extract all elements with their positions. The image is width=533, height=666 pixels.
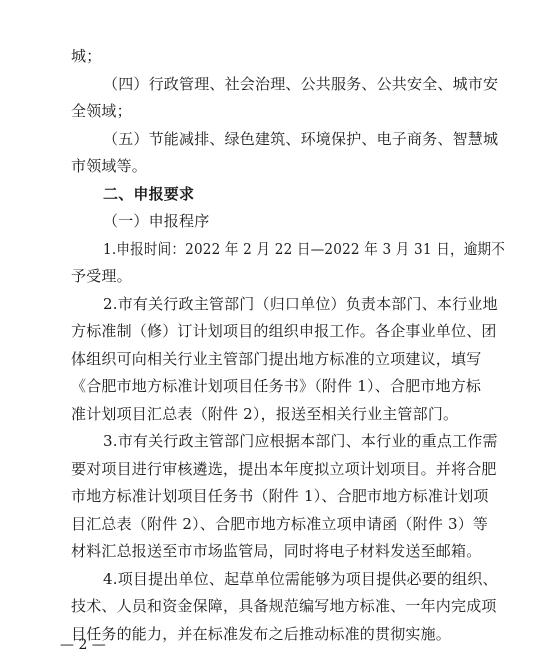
text-line: 目任务的能力，并在标准发布之后推动标准的贯彻实施。 (71, 624, 452, 643)
text-line: 城； (71, 47, 102, 65)
text-line: 1.申报时间：2022 年 2 月 22 日—2022 年 3 月 31 日，逾期不 (103, 239, 506, 258)
text-line: 目汇总表（附件 2）、合肥市地方标准立项申请函（附件 3）等 (71, 514, 489, 533)
text-line: 市地方标准计划项目任务书（附件 1）、合肥市地方标准计划项 (71, 487, 489, 505)
text-line: 4.项目提出单位、起草单位需能够为项目提供必要的组织、 (103, 569, 498, 588)
text-line: 予受理。 (71, 267, 132, 285)
text-line: 《合肥市地方标准计划项目任务书》（附件 1）、合肥市地方标 (71, 377, 482, 395)
text-line: 材料汇总报送至市市场监管局，同时将电子材料发送至邮箱。 (71, 542, 482, 560)
page-number: — 2 — (60, 637, 106, 653)
text-line: 市领域等。 (71, 157, 148, 175)
text-line: 全领域； (71, 102, 132, 120)
text-line: 2.市有关行政主管部门（归口单位）负责本部门、本行业地 (103, 294, 498, 313)
text-line: 体组织可向相关行业主管部门提出地方标准的立项建议，填写 (71, 349, 482, 368)
text-line: 准计划项目汇总表（附件 2），报送至相关行业主管部门。 (71, 404, 459, 423)
text-line: 要对项目进行审核遴选，提出本年度拟立项计划项目。并将合肥 (71, 459, 497, 478)
subsection-heading: （一）申报程序 (103, 212, 210, 230)
text-line: 技术、人员和资金保障，具备规范编写地方标准、一年内完成项 (71, 597, 497, 615)
text-line: （五）节能减排、绿色建筑、环境保护、电子商务、智慧城 (103, 129, 499, 148)
text-line: 方标准制（修）订计划项目的组织申报工作。各企事业单位、团 (71, 322, 497, 340)
text-line: （四）行政管理、社会治理、公共服务、公共安全、城市安 (103, 74, 499, 93)
text-line: 3.市有关行政主管部门应根据本部门、本行业的重点工作需 (103, 432, 498, 450)
section-heading: 二、申报要求 (103, 184, 195, 203)
